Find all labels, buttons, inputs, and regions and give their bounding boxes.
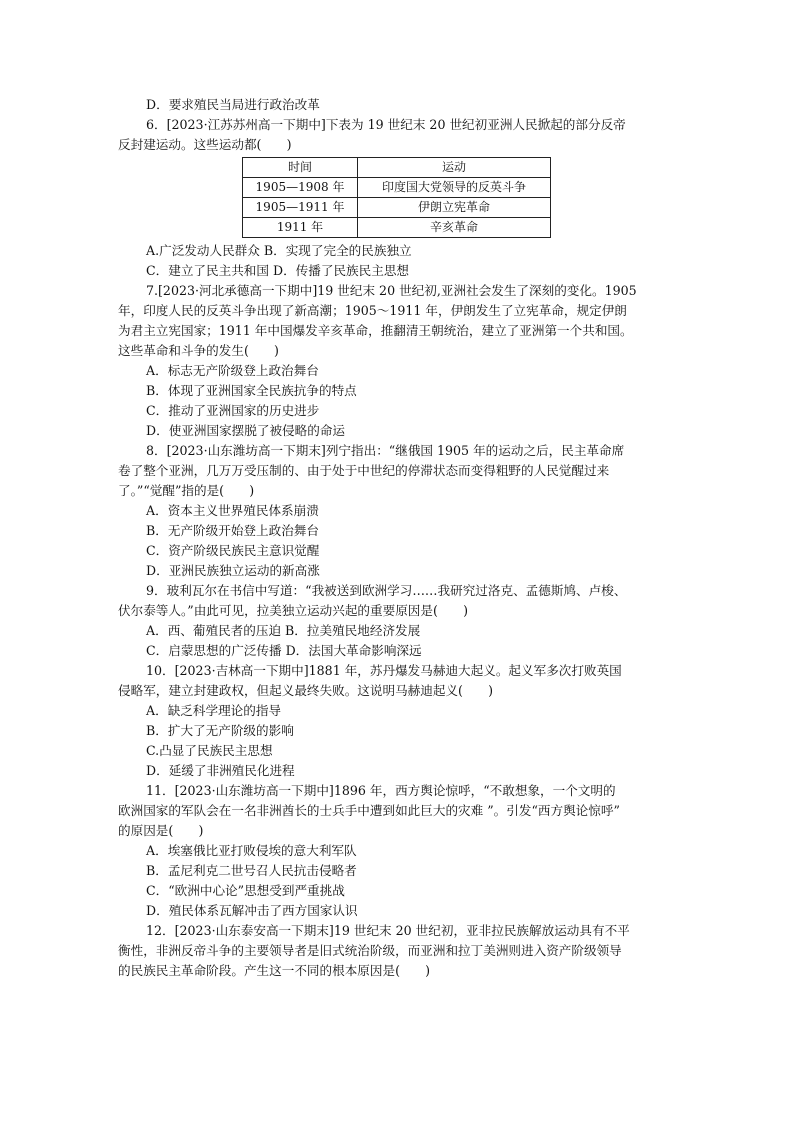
table-header-movement: 运动 xyxy=(358,158,551,178)
q8-option-d: D．亚洲民族独立运动的新高涨 xyxy=(146,563,320,578)
q9-options-cd: C．启蒙思想的广泛传播 D．法国大革命影响深远 xyxy=(146,643,422,658)
q6-options-cd: C．建立了民主共和国 D．传播了民族民主思想 xyxy=(146,263,410,278)
q6-stem-cont: 反封建运动。这些运动都( ) xyxy=(118,137,292,152)
q12-stem: 12．[2023·山东泰安高一下期末]19 世纪末 20 世纪初，亚非拉民族解放运动具有不平 xyxy=(146,923,630,938)
q6-table xyxy=(242,157,551,238)
q7-option-b: B．体现了亚洲国家全民族抗争的特点 xyxy=(146,383,357,398)
q8-stem: 8．[2023·山东潍坊高一下期末]列宁指出：“继俄国 1905 年的运动之后，民主革命席 xyxy=(146,443,625,458)
q7-stem-cont: 为君主立宪国家；1911 年中国爆发辛亥革命，推翻清王朝统治，建立了亚洲第一个共和国。 xyxy=(118,323,633,338)
q10-option-a: A．缺乏科学理论的指导 xyxy=(146,703,282,718)
q10-option-c: C.凸显了民族民主思想 xyxy=(146,743,273,758)
q7-stem-cont: 这些革命和斗争的发生( ) xyxy=(118,343,279,358)
q10-stem-cont: 侵略军，建立封建政权，但起义最终失败。这说明马赫迪起义( ) xyxy=(118,683,494,698)
q12-stem-cont: 的民族民主革命阶段。产生这一不同的根本原因是( ) xyxy=(118,963,431,978)
q12-stem-cont: 衡性，非洲反帝斗争的主要领导者是旧式统治阶级，而亚洲和拉丁美洲则进入资产阶级领导 xyxy=(118,943,622,958)
q11-option-b: B．孟尼利克二世号召人民抗击侵略者 xyxy=(146,863,357,878)
exam-page xyxy=(118,95,660,981)
q8-option-a: A．资本主义世界殖民体系崩溃 xyxy=(146,503,319,518)
q11-stem-cont: 的原因是( ) xyxy=(118,823,204,838)
table-cell-movement: 辛亥革命 xyxy=(358,218,551,238)
q10-option-d: D．延缓了非洲殖民化进程 xyxy=(146,763,295,778)
q7-option-a: A．标志无产阶级登上政治舞台 xyxy=(146,363,319,378)
q10-stem: 10．[2023·吉林高一下期中]1881 年，苏丹爆发马赫迪大起义。起义军多次打败英国 xyxy=(146,663,622,678)
table-cell-time: 1905—1911 年 xyxy=(243,198,358,218)
table-row xyxy=(243,178,551,198)
q8-option-b: B．无产阶级开始登上政治舞台 xyxy=(146,523,319,538)
q11-option-a: A．埃塞俄比亚打败侵埃的意大利军队 xyxy=(146,843,357,858)
q7-option-d: D．使亚洲国家摆脱了被侵略的命运 xyxy=(146,423,346,438)
q11-option-c: C．“欧洲中心论”思想受到严重挑战 xyxy=(146,883,345,898)
q6-options-ab: A.广泛发动人民群众 B．实现了完全的民族独立 xyxy=(146,243,412,258)
table-header-row xyxy=(243,158,551,178)
table-row xyxy=(243,218,551,238)
table-cell-movement: 印度国大党领导的反英斗争 xyxy=(358,178,551,198)
q9-stem-cont: 伏尔泰等人。”由此可见，拉美独立运动兴起的重要原因是( ) xyxy=(118,603,468,618)
table-cell-time: 1911 年 xyxy=(243,218,358,238)
table-cell-time: 1905—1908 年 xyxy=(243,178,358,198)
q6-stem: 6．[2023·江苏苏州高一下期中]下表为 19 世纪末 20 世纪初亚洲人民掀起的部分反帝 xyxy=(146,117,626,132)
q8-option-c: C．资产阶级民族民主意识觉醒 xyxy=(146,543,320,558)
q5-option-d: D．要求殖民当局进行政治改革 xyxy=(146,97,320,112)
q9-stem: 9．玻利瓦尔在书信中写道：“我被送到欧洲学习……我研究过洛克、孟德斯鸠、卢梭、 xyxy=(146,583,627,598)
table-row xyxy=(243,198,551,218)
table-header-time: 时间 xyxy=(243,158,358,178)
q8-stem-cont: 了。”“觉醒”指的是( ) xyxy=(118,483,255,498)
q11-stem-cont: 欧洲国家的军队会在一名非洲酋长的士兵手中遭到如此巨大的灾难 ”。引发“西方舆论惊呼” xyxy=(118,803,620,818)
q7-stem-cont: 年，印度人民的反英斗争出现了新高潮；1905～1911 年，伊朗发生了立宪革命，规定伊朗 xyxy=(118,303,627,318)
q10-option-b: B．扩大了无产阶级的影响 xyxy=(146,723,294,738)
table-cell-movement: 伊朗立宪革命 xyxy=(358,198,551,218)
q11-option-d: D．殖民体系瓦解冲击了西方国家认识 xyxy=(146,903,358,918)
q7-option-c: C．推动了亚洲国家的历史进步 xyxy=(146,403,320,418)
q11-stem: 11．[2023·山东潍坊高一下期中]1896 年，西方舆论惊呼，“不敢想象，一个文明的 xyxy=(146,783,616,798)
q9-options-ab: A．西、葡殖民者的压迫 B．拉美殖民地经济发展 xyxy=(146,623,421,638)
q8-stem-cont: 卷了整个亚洲，几万万受压制的、由于处于中世纪的停滞状态而变得粗野的人民觉醒过来 xyxy=(118,463,610,478)
q7-stem: 7.[2023·河北承德高一下期中]19 世纪末 20 世纪初,亚洲社会发生了深刻的变化。1905 xyxy=(146,283,637,298)
